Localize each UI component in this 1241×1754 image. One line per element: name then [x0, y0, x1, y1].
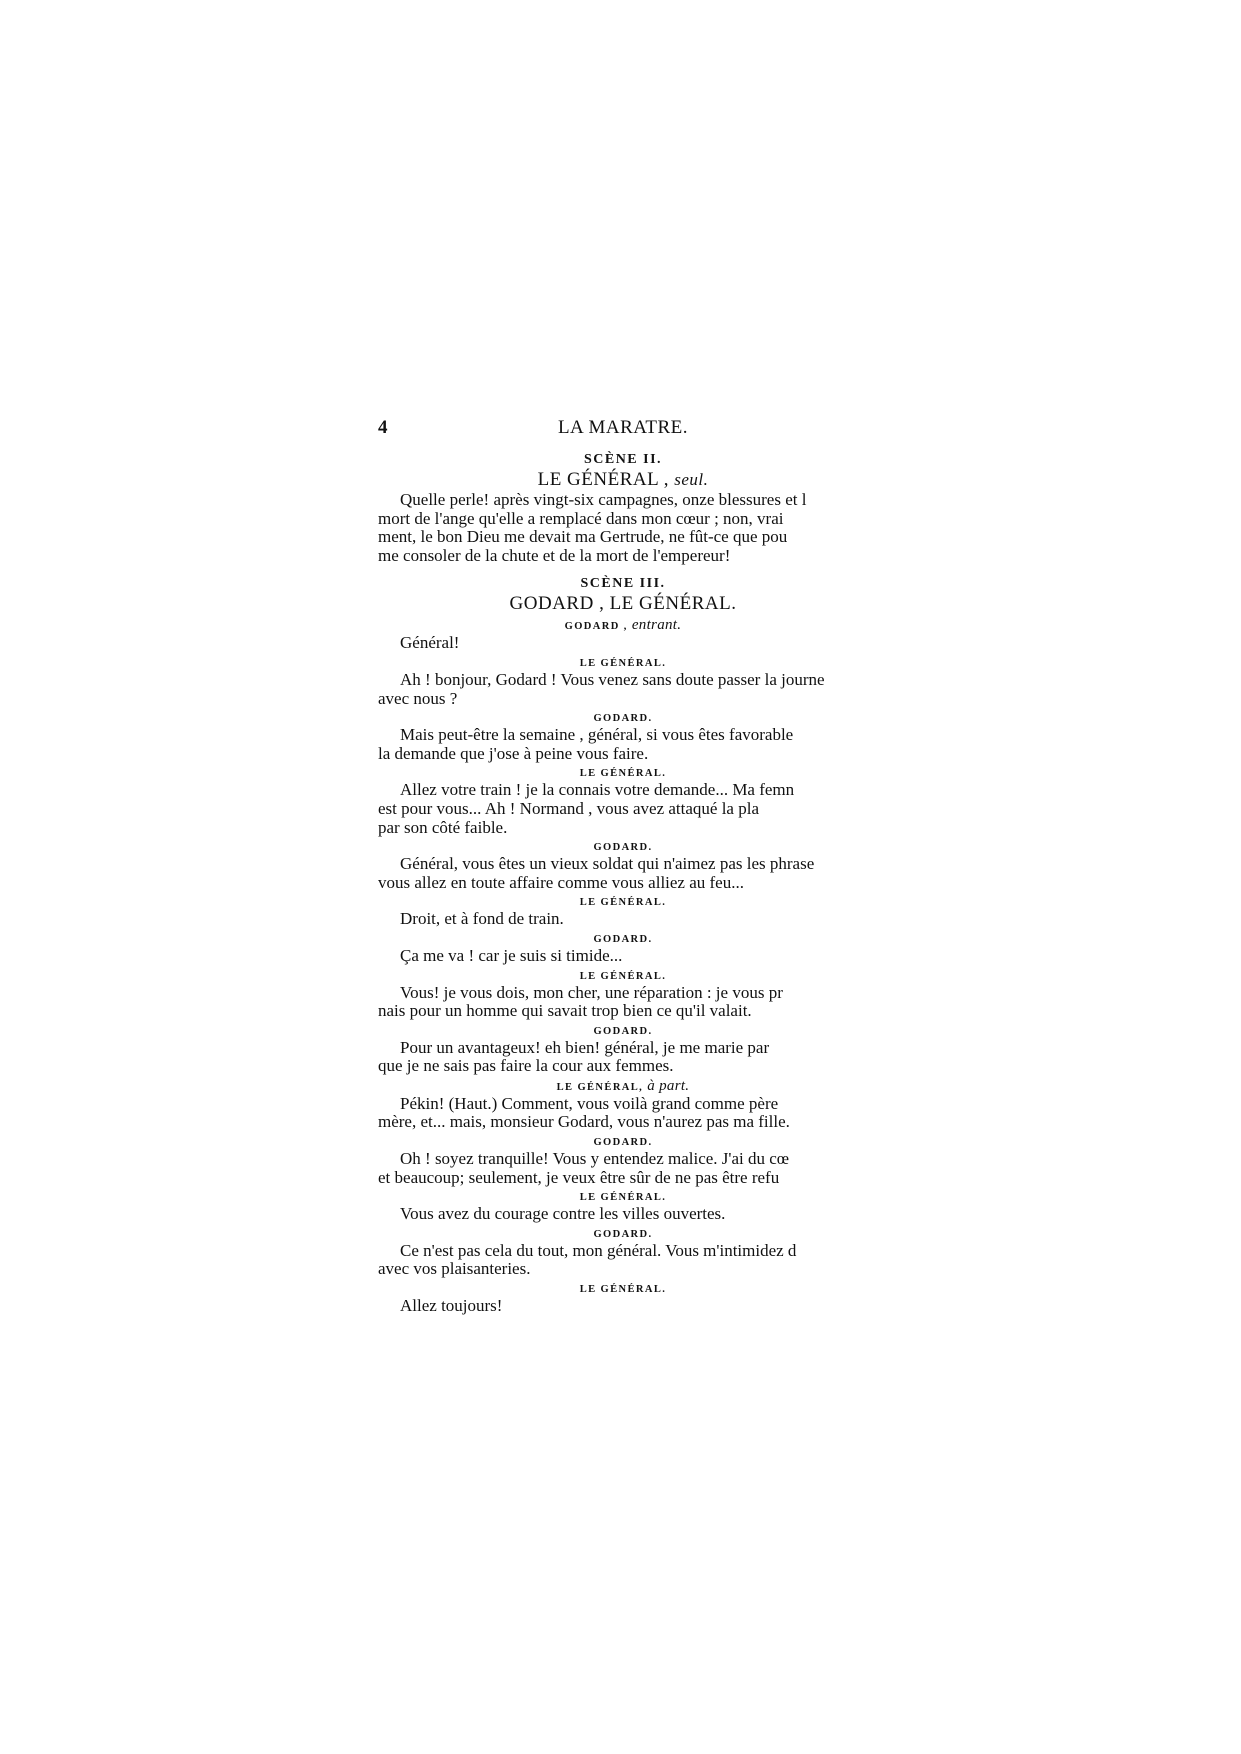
text-line: Général, vous êtes un vieux soldat qui n'aimez pas les phrase: [400, 855, 815, 874]
stage-direction: entrant.: [631, 617, 682, 634]
speaker-name: [378, 766, 868, 781]
dialogue: [378, 618, 868, 1315]
scene-heading: SCÈNE II.: [583, 452, 663, 467]
speaker-name: [378, 656, 868, 671]
text-line: mère, et... mais, monsieur Godard, vous n'aurez pas ma fille.: [378, 1113, 790, 1132]
text-line: Pékin! (Haut.) Comment, vous voilà grand comme père: [400, 1094, 779, 1113]
text-line: nais pour un homme qui savait trop bien ce qu'il valait.: [378, 1002, 752, 1021]
speaker-label: LE GÉNÉRAL.: [579, 657, 667, 669]
speech: [378, 1135, 868, 1187]
speech: [378, 1024, 868, 1076]
speaker-label: LE GÉNÉRAL.: [579, 1192, 667, 1204]
text-line: Ce n'est pas cela du tout, mon général. Vous m'intimidez d: [400, 1241, 797, 1260]
text-line: et beaucoup; seulement, je veux être sûr de ne pas être refu: [378, 1168, 780, 1187]
text-line: avec vos plaisanteries.: [378, 1260, 531, 1279]
speaker-name: [378, 840, 868, 855]
scene-cast: GODARD , LE GÉNÉRAL.: [509, 593, 737, 615]
text-line: me consoler de la chute et de la mort de l'empereur!: [378, 546, 731, 565]
speech: [378, 656, 868, 708]
text-line: mort de l'ange qu'elle a remplacé dans mon cœur ; non, vrai: [378, 509, 784, 528]
speech: [378, 969, 868, 1021]
speaker-label: LE GÉNÉRAL,: [556, 1081, 644, 1093]
speaker-name: [378, 1024, 868, 1039]
speaker-name: [378, 1282, 868, 1297]
cast-names: LE GÉNÉRAL ,: [537, 469, 670, 490]
speech: [378, 895, 868, 929]
stage-direction: seul.: [674, 470, 709, 489]
text-line: avec nous ?: [378, 689, 458, 708]
speaker-name: [378, 1227, 868, 1242]
text-line: la demande que j'ose à peine vous faire.: [378, 744, 649, 763]
text-line: Ah ! bonjour, Godard ! Vous venez sans doute passer la journe: [400, 670, 825, 689]
speech: [378, 711, 868, 763]
speech: [378, 840, 868, 892]
speaker-label: GODARD.: [593, 1025, 653, 1037]
text-line: que je ne sais pas faire la cour aux femmes.: [378, 1057, 674, 1076]
text-line: Quelle perle! après vingt-six campagnes, onze blessures et l: [400, 491, 807, 509]
page-body: [378, 449, 868, 1316]
speaker-label: GODARD.: [593, 933, 653, 945]
text-line: ment, le bon Dieu me devait ma Gertrude, ne fût-ce que pou: [378, 528, 788, 547]
text-line: Mais peut-être la semaine , général, si vous êtes favorable: [400, 726, 794, 745]
speech: [378, 1079, 868, 1132]
speaker-label: LE GÉNÉRAL.: [579, 897, 667, 909]
speaker-name: [378, 1079, 868, 1095]
running-title: LA MARATRE.: [557, 417, 689, 438]
speech: [378, 1227, 868, 1279]
page-number: 4: [378, 417, 388, 438]
speaker-label: LE GÉNÉRAL.: [579, 768, 667, 780]
speaker-label: LE GÉNÉRAL.: [579, 1284, 667, 1296]
text-line: Allez toujours!: [400, 1297, 503, 1316]
book-page: [378, 0, 868, 1754]
speech: [378, 932, 868, 966]
speaker-name: [378, 895, 868, 910]
speaker-name: [378, 1190, 868, 1205]
speech: [378, 1190, 868, 1224]
text-line: vous allez en toute affaire comme vous alliez au feu...: [378, 873, 744, 892]
page-header: [378, 417, 868, 443]
speaker-label: LE GÉNÉRAL.: [579, 970, 667, 982]
scene-cast: [378, 469, 868, 491]
text-line: Vous! je vous dois, mon cher, une réparation : je vous pr: [400, 983, 783, 1002]
monologue: [378, 491, 868, 565]
text-line: Pour un avantageux! eh bien! général, je me marie par: [400, 1038, 770, 1057]
speaker-label: GODARD ,: [564, 621, 628, 633]
text-line: Ça me va ! car je suis si timide...: [400, 946, 623, 965]
speaker-label: GODARD.: [593, 713, 653, 725]
speaker-label: GODARD.: [593, 842, 653, 854]
speech: [378, 1282, 868, 1316]
speech: [378, 766, 868, 837]
speaker-name: [378, 618, 868, 634]
speech: [378, 618, 868, 653]
speaker-name: [378, 711, 868, 726]
text-line: est pour vous... Ah ! Normand , vous avez attaqué la pla: [378, 799, 759, 818]
text-line: Droit, et à fond de train.: [400, 910, 564, 929]
text-line: Général!: [400, 634, 460, 653]
speaker-name: [378, 1135, 868, 1150]
speaker-name: [378, 969, 868, 984]
stage-direction: à part.: [647, 1077, 690, 1094]
text-line: par son côté faible.: [378, 818, 508, 837]
speaker-label: GODARD.: [593, 1137, 653, 1149]
scene-heading: SCÈNE III.: [580, 576, 666, 592]
speaker-label: GODARD.: [593, 1228, 653, 1240]
speaker-name: [378, 932, 868, 947]
text-line: Allez votre train ! je la connais votre demande... Ma femn: [400, 781, 795, 800]
text-line: Vous avez du courage contre les villes ouvertes.: [400, 1205, 726, 1224]
text-line: Oh ! soyez tranquille! Vous y entendez malice. J'ai du cœ: [400, 1150, 790, 1169]
